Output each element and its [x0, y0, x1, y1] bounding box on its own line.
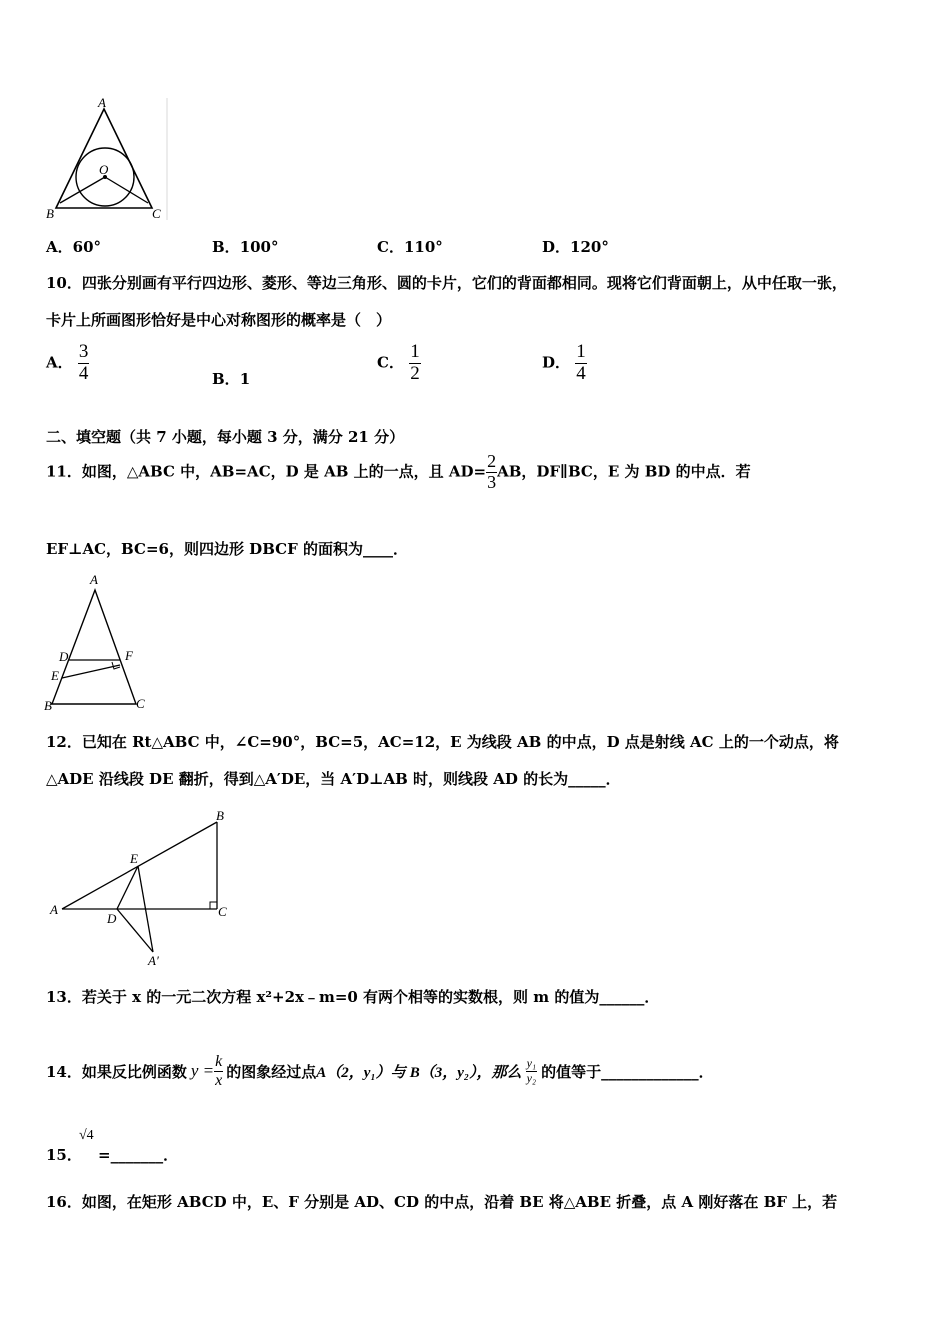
q9-option-a: A．60°	[46, 238, 102, 256]
q12-line2: △ADE 沿线段 DE 翻折，得到△A′DE，当 A′D⊥AB 时，则线段 AD 的长为_____．	[46, 770, 621, 788]
q12-line1: 12．已知在 Rt△ABC 中，∠C=90°，BC=5，AC=12，E 为线段 AB 的中点，D 点是射线 AC 上的一个动点，将	[46, 733, 839, 751]
q9-option-b: B．100°	[212, 238, 279, 256]
q14-ratio-fraction: $\frac{\text{y₁}}{\text{y₂}}$	[526, 1056, 537, 1085]
q11-label-b: B	[44, 698, 52, 713]
q11-triangle	[52, 590, 136, 704]
q12-segment-da2	[117, 909, 153, 952]
q11-label-e: E	[51, 668, 59, 683]
q14-line: 14．如果反比例函数 y = $\frac{k}{x}$ 的图象经过点 A（2，y₁）与 B（3，y₂），那么 $\frac{\text{y₁}}{\text{y₂}}$ 的值等于_____________．	[46, 1052, 714, 1089]
q12-label-e: E	[130, 851, 138, 866]
q14-function-fraction: $\frac{k}{x}$	[215, 1052, 223, 1089]
q11-label-f: F	[125, 648, 133, 663]
q10-option-a-fraction: $\frac{3}{4}$	[78, 341, 89, 384]
q12-label-a-prime: A′	[148, 953, 159, 968]
q9-figure	[40, 95, 170, 225]
q9-label-a: A	[98, 95, 106, 110]
q11-label-a: A	[90, 572, 98, 587]
q15-answer-blank: =_______．	[98, 1146, 179, 1164]
q12-label-d: D	[107, 911, 117, 926]
q12-label-a: A	[50, 902, 58, 917]
q9-label-b: B	[46, 206, 54, 221]
q12-label-b: B	[216, 808, 224, 823]
q11-line1: 11．如图，△ABC 中，AB=AC，D 是 AB 上的一点，且 AD= $\frac{2}{3}$ AB，DF∥BC，E 为 BD 的中点．若	[46, 451, 751, 492]
q9-label-o: O	[99, 162, 109, 177]
q9-option-d: D．120°	[542, 238, 609, 256]
q10-option-d: D． $\frac{1}{4}$	[542, 341, 586, 384]
q10-option-d-fraction: $\frac{1}{4}$	[576, 341, 586, 384]
q10-option-b: B．1	[212, 370, 251, 388]
q9-option-c: C．110°	[377, 238, 443, 256]
q15-number: 15．	[46, 1146, 82, 1164]
q11-label-d: D	[59, 649, 69, 664]
q13-text: 13．若关于 x 的一元二次方程 x²+2x﹣m=0 有两个相等的实数根，则 m 的值为______．	[46, 988, 660, 1006]
q11-label-c: C	[136, 696, 145, 711]
q11-segment-ef	[62, 665, 120, 678]
q10-option-c-fraction: $\frac{1}{2}$	[410, 341, 420, 384]
q12-figure	[40, 800, 240, 970]
q11-figure	[40, 572, 160, 714]
q9-segment-oc	[105, 177, 148, 203]
q9-label-c: C	[152, 206, 161, 221]
q15-radical: √4	[79, 1128, 94, 1143]
q10-option-a: A． $\frac{3}{4}$	[46, 341, 89, 384]
q10-line2: 卡片上所画图形恰好是中心对称图形的概率是（ ）	[46, 311, 392, 329]
q10-option-c: C． $\frac{1}{2}$	[377, 341, 420, 384]
q16-text: 16．如图，在矩形 ABCD 中，E、F 分别是 AD、CD 的中点，沿着 BE 将△ABE 折叠，点 A 刚好落在 BF 上，若	[46, 1193, 838, 1211]
q11-line2: EF⊥AC，BC=6，则四边形 DBCF 的面积为____．	[46, 540, 408, 558]
q9-segment-ob	[60, 177, 105, 203]
q12-segment-ab	[62, 822, 217, 909]
q11-fraction: $\frac{2}{3}$	[487, 451, 497, 492]
q12-label-c: C	[218, 904, 227, 919]
q9-triangle	[56, 109, 152, 208]
q10-line1: 10．四张分别画有平行四边形、菱形、等边三角形、圆的卡片，它们的背面都相同。现将它们背面朝上，从中任取一张，	[46, 274, 847, 292]
section2-title: 二、填空题（共 7 小题，每小题 3 分，满分 21 分）	[46, 428, 405, 446]
q12-right-angle-mark	[210, 902, 217, 909]
